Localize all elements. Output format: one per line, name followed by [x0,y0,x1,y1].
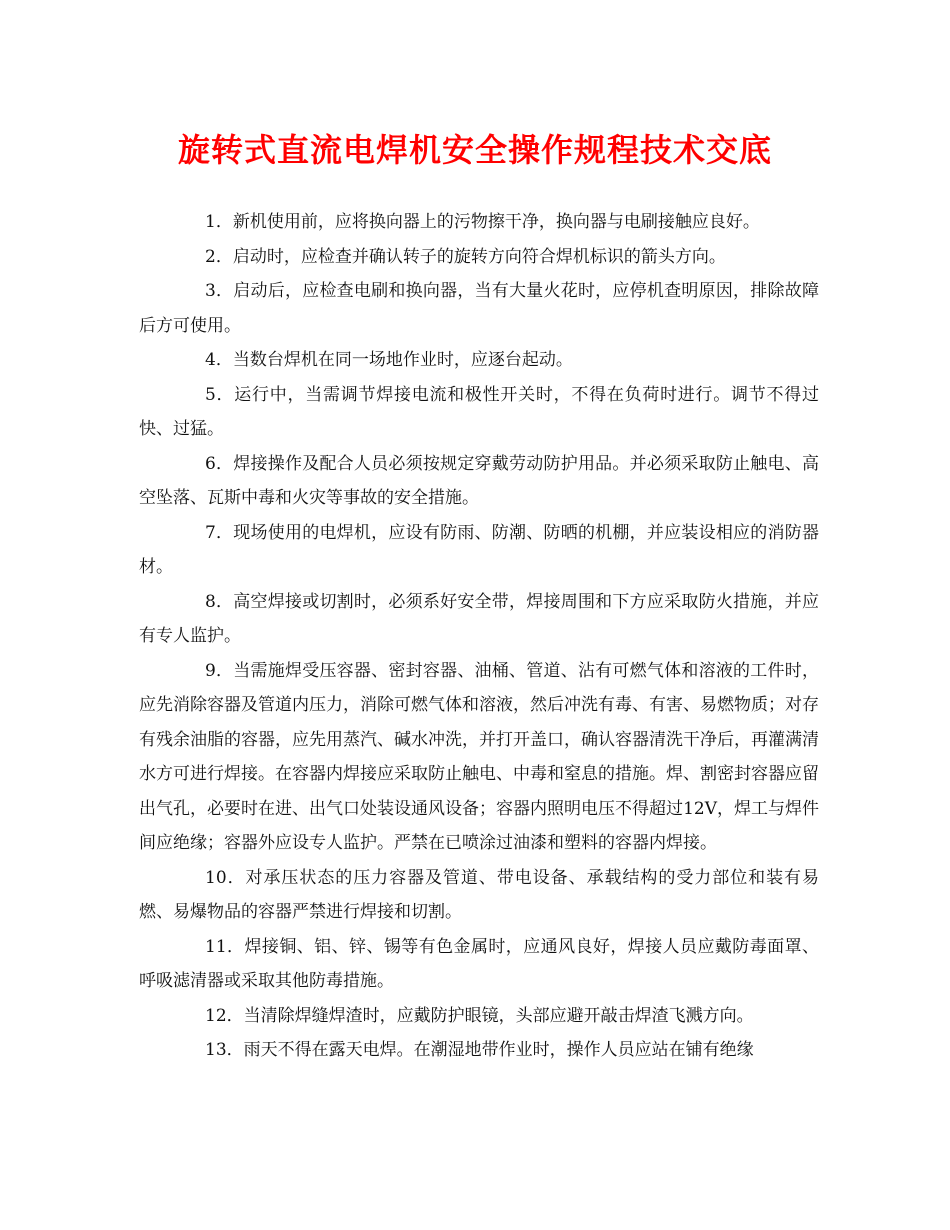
paragraph-8: 8．高空焊接或切割时，必须系好安全带，焊接周围和下方应采取防火措施，并应有专人监护。 [139,591,819,646]
paragraph-12: 12．当清除焊缝焊渣时，应戴防护眼镜，头部应避开敲击焊渣飞溅方向。 [205,1005,754,1026]
paragraph-10: 10．对承压状态的压力容器及管道、带电设备、承载结构的受力部位和装有易燃、易爆物品的容器严禁进行焊接和切割。 [139,867,819,922]
paragraph-3: 3．启动后，应检查电刷和换向器，当有大量火花时，应停机查明原因，排除故障后方可使用。 [139,281,819,336]
paragraph-6: 6．焊接操作及配合人员必须按规定穿戴劳动防护用品。并必须采取防止触电、高空坠落、瓦斯中毒和火灾等事故的安全措施。 [139,453,819,508]
paragraph-2: 2．启动时，应检查并确认转子的旋转方向符合焊机标识的箭头方向。 [205,246,726,267]
paragraph-5: 5．运行中，当需调节焊接电流和极性开关时，不得在负荷时进行。调节不得过快、过猛。 [139,384,819,439]
paragraph-13: 13．雨天不得在露天电焊。在潮湿地带作业时，操作人员应站在铺有绝缘 [205,1040,754,1060]
paragraph-4: 4．当数台焊机在同一场地作业时，应逐台起动。 [205,350,573,370]
paragraph-1: 1．新机使用前，应将换向器上的污物擦干净，换向器与电刷接触应良好。 [205,212,760,232]
paragraph-11: 11．焊接铜、铝、锌、锡等有色金属时，应通风良好，焊接人员应戴防毒面罩、呼吸滤清器或采取其他防毒措施。 [139,936,819,991]
document-body [139,205,819,1068]
document-title: 旋转式直流电焊机安全操作规程技术交底 [177,131,772,169]
paragraph-7: 7．现场使用的电焊机，应设有防雨、防潮、防晒的机棚，并应装设相应的消防器材。 [139,522,819,577]
paragraph-9: 9．当需施焊受压容器、密封容器、油桶、管道、沾有可燃气体和溶液的工件时，应先消除容器及管道内压力，消除可燃气体和溶液，然后冲洗有毒、有害、易燃物质；对存有残余油脂的容器，应先用蒸汽、碱水冲洗，并打开盖口，确认容器清洗干净后，再灌满清水方可进行焊接。在容器内焊接应采取防止触电、中毒和窒息的措施。焊、割密封容器应留出气孔，必要时在进、出气口处装设通风设备；容器内照明电压不得超过12V，焊工与焊件间应绝缘；容器外应设专人监护。严禁在已喷涂过油漆和塑料的容器内焊接。 [139,660,819,853]
